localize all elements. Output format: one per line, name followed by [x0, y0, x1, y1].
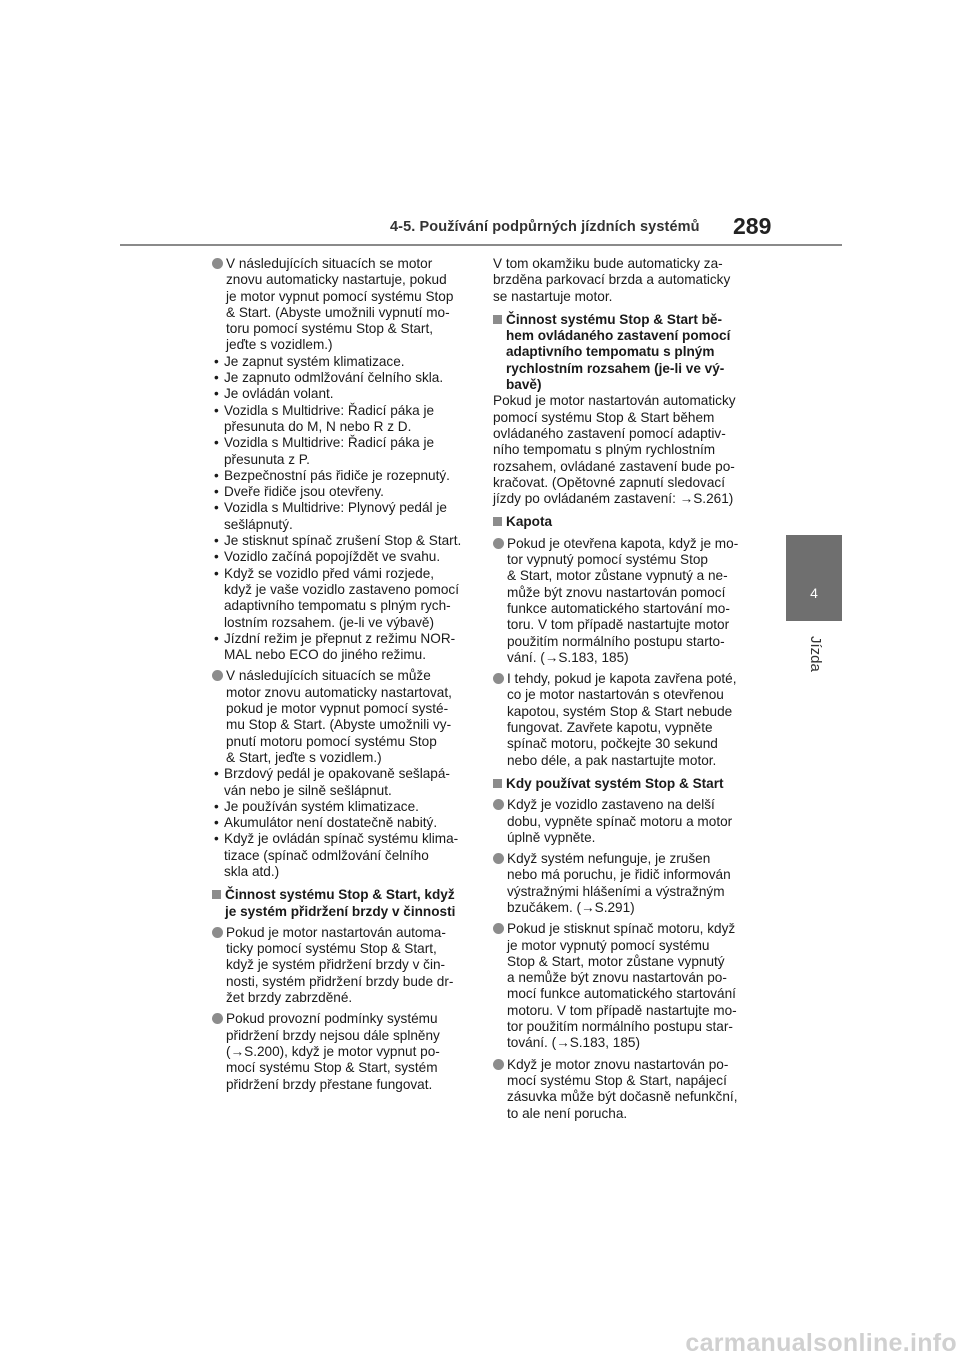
sub-bullet-icon: • [214, 798, 219, 814]
sub-bullet-icon: • [214, 815, 219, 831]
chapter-number: 4 [810, 585, 818, 601]
text-line: Činnost systému Stop & Start bě- [506, 311, 723, 327]
sub-bullet-item [212, 354, 468, 370]
sub-bullet-icon: • [214, 402, 219, 418]
text-line: V tom okamžiku bude automaticky za- [493, 256, 723, 271]
text-line: mocí systému Stop & Start, systém [226, 1060, 438, 1076]
text-line: kračovat. (Opětovné zapnutí sledovací [493, 474, 725, 490]
text-line: kapotou, systém Stop & Start nebude [507, 703, 733, 719]
chapter-label [798, 636, 828, 676]
text-line: a nemůže být znovu nastartován po- [507, 970, 727, 986]
bullet-dot-icon [212, 258, 223, 269]
text-line: zásuvka může být dočasně nefunkční, [507, 1089, 738, 1105]
sub-bullet-item [212, 831, 468, 880]
page-number: 289 [733, 213, 772, 239]
text-line: tizace (spínač odmlžování čelního [224, 847, 429, 863]
sub-bullet-item [212, 533, 468, 549]
text-line: brzděna parkovací brzda a automaticky [493, 272, 731, 288]
bullet-item [212, 668, 468, 766]
chapter-label-text: Jízda [807, 636, 824, 672]
paragraph [493, 256, 755, 305]
bullet-item [493, 536, 755, 666]
text-line: lostním rozsahem. (je-li ve výbavě) [224, 614, 435, 630]
text-line: úplně vypněte. [507, 829, 596, 845]
text-line: přesunuta do M, N nebo R z D. [224, 418, 412, 434]
bullet-item [493, 671, 755, 769]
text-line: tor použitím normálního postupu star- [507, 1019, 733, 1035]
text-line: motor znovu automaticky nastartovat, [226, 684, 452, 700]
text-line: Když je vozidlo zastaveno na delší [507, 797, 715, 813]
sub-bullet-item [212, 435, 468, 468]
text-line: Brzdový pedál je opakovaně sešlapá- [224, 766, 450, 782]
text-line: vání. (→S.183, 185) [507, 649, 629, 665]
bullet-item [493, 921, 755, 1051]
heading-square-icon [493, 517, 502, 526]
text-line: pnutí motoru pomocí systému Stop [226, 733, 437, 749]
text-line: dobu, vypněte spínač motoru a motor [507, 813, 733, 829]
text-line: je motor vypnutý pomocí systému [507, 937, 710, 953]
text-line: funkce automatického startování mo- [507, 600, 730, 616]
text-line: MAL nebo ECO do jiného režimu. [224, 647, 426, 663]
bullet-item [493, 1057, 755, 1122]
sub-bullet-icon: • [214, 386, 219, 402]
text-line: Kapota [506, 514, 553, 530]
text-line: Akumulátor není dostatečně nabitý. [224, 815, 438, 831]
section-title: 4-5. Používání podpůrných jízdních systémů [390, 219, 700, 235]
text-line: Činnost systému Stop & Start, když [225, 887, 455, 903]
text-line: toru pomocí systému Stop & Start, [226, 321, 434, 337]
sub-bullet-item [212, 386, 468, 402]
text-line: Vozidla s Multidrive: Řadicí páka je [224, 402, 435, 418]
text-line: nebo má poruchu, je řidič informován [507, 867, 731, 883]
sub-bullet-icon: • [214, 533, 219, 549]
sub-bullet-icon: • [214, 484, 219, 500]
bullet-dot-icon [493, 1059, 504, 1070]
sub-list [212, 766, 468, 880]
text-line: fungovat. Zavřete kapotu, vypněte [507, 720, 713, 736]
text-line: co je motor nastartován s otevřenou [507, 687, 724, 703]
text-line: žet brzdy zabrzděné. [226, 990, 353, 1006]
bullet-dot-icon [493, 673, 504, 684]
sub-bullet-icon: • [214, 549, 219, 565]
text-line: Pokud provozní podmínky systému [226, 1011, 438, 1027]
bullet-item [493, 797, 755, 846]
text-line: V následujících situacích se motor [226, 256, 433, 271]
text-line: rozsahem, ovládané zastavení bude po- [493, 458, 735, 474]
text-line: přidržení brzdy nejsou dále splněny [226, 1027, 440, 1043]
text-line: Když systém nefunguje, je zrušen [507, 851, 711, 867]
bullet-item [212, 925, 468, 1006]
sub-bullet-icon: • [214, 565, 219, 581]
sub-bullet-icon: • [214, 500, 219, 516]
text-line: Dveře řidiče jsou otevřeny. [224, 484, 384, 500]
text-line: se nastartuje motor. [493, 288, 613, 304]
text-line: Vozidla s Multidrive: Řadicí páka je [224, 435, 435, 451]
text-line: Vozidla s Multidrive: Plynový pedál je [224, 500, 447, 516]
sub-bullet-icon: • [214, 831, 219, 847]
sub-bullet-icon: • [214, 353, 219, 369]
header-rule [120, 244, 842, 246]
text-line: (→S.200), když je motor vypnut po- [226, 1043, 440, 1059]
text-line: mocí systému Stop & Start, napájecí [507, 1072, 727, 1088]
sub-bullet-icon: • [214, 370, 219, 386]
text-line: hem ovládaného zastavení pomocí [506, 328, 731, 344]
sub-bullet-item [212, 799, 468, 815]
text-line: & Start, motor zůstane vypnutý a ne- [507, 568, 728, 584]
bullet-item [212, 256, 468, 354]
text-line: Jízdní režim je přepnut z režimu NOR- [224, 630, 456, 646]
text-line: Je zapnuto odmlžování čelního skla. [224, 370, 444, 386]
text-line: ticky pomocí systému Stop & Start, [226, 941, 437, 957]
text-line: Když se vozidlo před vámi rozjede, [224, 565, 435, 581]
text-line: Když je motor znovu nastartován po- [507, 1056, 729, 1072]
text-line: & Start. (Abyste umožnili vypnutí mo- [226, 304, 450, 320]
bullet-item [493, 851, 755, 916]
text-line: Pokud je motor nastartován automa- [226, 924, 446, 940]
text-line: to ale není porucha. [507, 1105, 628, 1121]
text-line: Kdy používat systém Stop & Start [506, 775, 724, 791]
text-line: nosti, systém přidržení brzdy bude dr- [226, 973, 454, 989]
text-line: motoru. V tom případě nastartujte mo- [507, 1002, 737, 1018]
sub-bullet-icon: • [214, 467, 219, 483]
sub-bullet-item [212, 484, 468, 500]
sub-list [212, 354, 468, 664]
sub-bullet-item [212, 370, 468, 386]
text-line: bzučákem. (→S.291) [507, 899, 635, 915]
text-line: rychlostním rozsahem (je-li ve vý- [506, 360, 725, 376]
text-line: když je vaše vozidlo zastaveno pomocí [224, 581, 459, 597]
text-line: mu Stop & Start. (Abyste umožnili vy- [226, 717, 452, 733]
text-line: ního tempomatu s plným rychlostním [493, 442, 716, 458]
text-line: Pokud je otevřena kapota, když je mo- [507, 535, 739, 551]
text-line: adaptivního tempomatu s plným rych- [224, 598, 451, 614]
text-line: sešlápnutý. [224, 516, 293, 532]
text-line: výstražnými hlášeními a výstražným [507, 883, 725, 899]
text-line: spínač motoru, počkejte 30 sekund [507, 736, 718, 752]
text-line: Pokud je stisknut spínač motoru, když [507, 921, 736, 937]
sub-bullet-icon: • [214, 630, 219, 646]
sub-bullet-item [212, 631, 468, 664]
text-line: V následujících situacích se může [226, 668, 431, 684]
text-line: Je zapnut systém klimatizace. [224, 353, 405, 369]
text-line: toru. V tom případě nastartujte motor [507, 617, 730, 633]
text-line: jeďte s vozidlem.) [226, 337, 333, 353]
sub-bullet-item [212, 403, 468, 436]
text-line: je systém přidržení brzdy v činnosti [225, 903, 456, 919]
text-line: Bezpečnostní pás řidiče je rozepnutý. [224, 467, 450, 483]
text-line: Je stisknut spínač zrušení Stop & Start. [224, 533, 462, 549]
section-heading [493, 312, 755, 393]
sub-bullet-item [212, 468, 468, 484]
text-line: I tehdy, pokud je kapota zavřena poté, [507, 671, 737, 687]
bullet-item [212, 1011, 468, 1092]
text-line: pomocí systému Stop & Start během [493, 409, 715, 425]
text-line: když je systém přidržení brzdy v čin- [226, 957, 446, 973]
text-line: Je používán systém klimatizace. [224, 798, 419, 814]
bullet-dot-icon [212, 927, 223, 938]
heading-square-icon [212, 890, 221, 899]
text-line: adaptivního tempomatu s plným [506, 344, 715, 360]
bullet-dot-icon [493, 538, 504, 549]
text-line: pokud je motor vypnut pomocí systé- [226, 701, 449, 717]
text-line: přesunuta z P. [224, 451, 310, 467]
sub-bullet-item [212, 766, 468, 799]
text-line: znovu automaticky nastartuje, pokud [226, 272, 447, 288]
sub-bullet-item [212, 815, 468, 831]
bullet-dot-icon [493, 853, 504, 864]
text-line: ovládaného zastavení pomocí adaptiv- [493, 425, 726, 441]
chapter-tab [786, 535, 842, 621]
section-heading [212, 887, 468, 920]
text-line: použitím normálního postupu starto- [507, 633, 725, 649]
text-line: Pokud je motor nastartován automaticky [493, 393, 736, 409]
bullet-dot-icon [212, 670, 223, 681]
watermark: carmanualsonline.info [685, 1329, 957, 1357]
text-line: Je ovládán volant. [224, 386, 334, 402]
paragraph [493, 393, 755, 507]
text-line: skla atd.) [224, 863, 280, 879]
bullet-dot-icon [493, 923, 504, 934]
sub-bullet-icon: • [214, 766, 219, 782]
sub-bullet-item [212, 566, 468, 631]
text-line: tor vypnutý pomocí systému Stop [507, 552, 708, 568]
text-line: bavě) [506, 377, 542, 393]
text-line: může být znovu nastartován pomocí [507, 584, 726, 600]
section-heading [493, 514, 755, 530]
text-line: & Start, jeďte s vozidlem.) [226, 749, 382, 765]
text-line: je motor vypnut pomocí systému Stop [226, 288, 454, 304]
sub-bullet-icon: • [214, 435, 219, 451]
heading-square-icon [493, 779, 502, 788]
left-column [212, 256, 468, 1093]
text-line: tování. (→S.183, 185) [507, 1035, 640, 1051]
text-line: Stop & Start, motor zůstane vypnutý [507, 953, 725, 969]
text-line: Když je ovládán spínač systému klima- [224, 831, 459, 847]
section-heading [493, 776, 755, 792]
right-column [493, 256, 755, 1122]
heading-square-icon [493, 315, 502, 324]
bullet-dot-icon [493, 799, 504, 810]
text-line: mocí funkce automatického startování [507, 986, 736, 1002]
sub-bullet-item [212, 500, 468, 533]
bullet-dot-icon [212, 1013, 223, 1024]
text-line: přidržení brzdy přestane fungovat. [226, 1076, 433, 1092]
text-line: nebo déle, a pak nastartujte motor. [507, 752, 717, 768]
text-line: Vozidlo začíná popojíždět ve svahu. [224, 549, 441, 565]
text-line: ván nebo je silně sešlápnut. [224, 782, 392, 798]
sub-bullet-item [212, 549, 468, 565]
text-line: jízdy po ovládaném zastavení: →S.261) [493, 491, 734, 507]
